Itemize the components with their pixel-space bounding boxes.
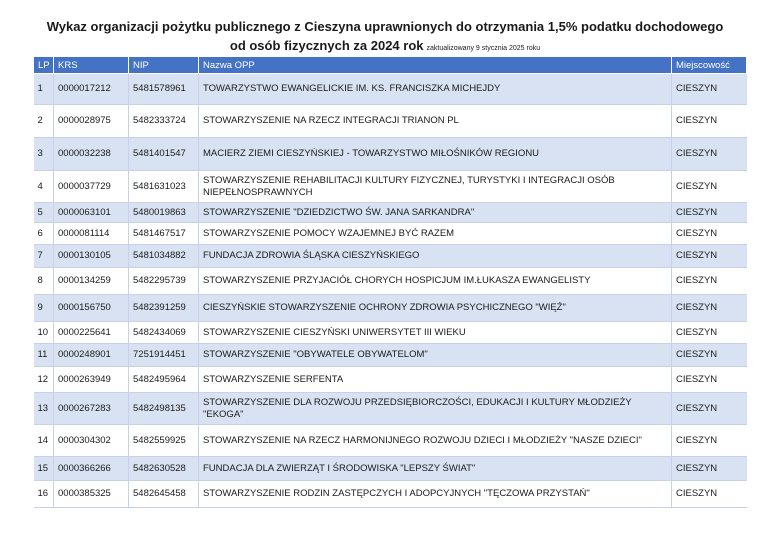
- cell-lp: 14: [34, 425, 54, 457]
- cell-name: STOWARZYSZENIE NA RZECZ INTEGRACJI TRIANON PL: [199, 105, 672, 138]
- cell-lp: 8: [34, 268, 54, 295]
- cell-nip: 5482391259: [129, 295, 199, 322]
- cell-city: CIESZYN: [672, 344, 747, 367]
- cell-krs: 0000385325: [54, 481, 129, 508]
- table-row: [34, 268, 747, 295]
- updated-note: zaktualizowany 9 stycznia 2025 roku: [426, 45, 541, 52]
- cell-nip: 5482630528: [129, 457, 199, 481]
- cell-nip: 5482495964: [129, 367, 199, 393]
- cell-name: STOWARZYSZENIE "DZIEDZICTWO ŚW. JANA SARKANDRA": [199, 203, 672, 223]
- header-lp: LP: [34, 57, 54, 74]
- table-row: [34, 481, 747, 508]
- cell-krs: 0000267283: [54, 393, 129, 425]
- cell-nip: 5481578961: [129, 74, 199, 105]
- table-row: [34, 138, 747, 171]
- title-line-1: Wykaz organizacji pożytku publicznego z Cieszyna uprawnionych do otrzymania 1,5% podatku dochodowego: [46, 19, 724, 34]
- header-krs: KRS: [54, 57, 129, 74]
- table-row: [34, 425, 747, 457]
- cell-city: CIESZYN: [672, 203, 747, 223]
- cell-lp: 7: [34, 245, 54, 268]
- cell-lp: 1: [34, 74, 54, 105]
- cell-nip: 5482559925: [129, 425, 199, 457]
- cell-city: CIESZYN: [672, 138, 747, 171]
- cell-krs: 0000225641: [54, 322, 129, 344]
- cell-city: CIESZYN: [672, 457, 747, 481]
- cell-krs: 0000248901: [54, 344, 129, 367]
- cell-krs: 0000134259: [54, 268, 129, 295]
- table-header-row: [34, 57, 747, 74]
- cell-city: CIESZYN: [672, 322, 747, 344]
- cell-krs: 0000366266: [54, 457, 129, 481]
- cell-nip: 7251914451: [129, 344, 199, 367]
- cell-name: STOWARZYSZENIE "OBYWATELE OBYWATELOM": [199, 344, 672, 367]
- table-row: [34, 203, 747, 223]
- cell-name: TOWARZYSTWO EWANGELICKIE IM. KS. FRANCISZKA MICHEJDY: [199, 74, 672, 105]
- title-line-2: od osób fizycznych za 2024 rok: [229, 38, 424, 53]
- cell-nip: 5482333724: [129, 105, 199, 138]
- cell-lp: 12: [34, 367, 54, 393]
- cell-nip: 5480019863: [129, 203, 199, 223]
- cell-nip: 5481467517: [129, 223, 199, 245]
- cell-lp: 16: [34, 481, 54, 508]
- cell-name: STOWARZYSZENIE DLA ROZWOJU PRZEDSIĘBIORCZOŚCI, EDUKACJI I KULTURY MŁODZIEŻY "EKOGA": [199, 393, 672, 425]
- table-row: [34, 74, 747, 105]
- opp-table: [33, 56, 747, 508]
- cell-city: CIESZYN: [672, 223, 747, 245]
- cell-name: STOWARZYSZENIE RODZIN ZASTĘPCZYCH I ADOPCYJNYCH "TĘCZOWA PRZYSTAŃ": [199, 481, 672, 508]
- table-row: [34, 295, 747, 322]
- cell-city: CIESZYN: [672, 481, 747, 508]
- table-row: [34, 171, 747, 203]
- cell-name: STOWARZYSZENIE POMOCY WZAJEMNEJ BYĆ RAZEM: [199, 223, 672, 245]
- cell-city: CIESZYN: [672, 367, 747, 393]
- cell-lp: 10: [34, 322, 54, 344]
- cell-krs: 0000263949: [54, 367, 129, 393]
- cell-city: CIESZYN: [672, 171, 747, 203]
- cell-lp: 15: [34, 457, 54, 481]
- cell-krs: 0000063101: [54, 203, 129, 223]
- cell-lp: 3: [34, 138, 54, 171]
- cell-city: CIESZYN: [672, 295, 747, 322]
- table-row: [34, 245, 747, 268]
- cell-lp: 11: [34, 344, 54, 367]
- cell-name: CIESZYŃSKIE STOWARZYSZENIE OCHRONY ZDROWIA PSYCHICZNEGO "WIĘŹ": [199, 295, 672, 322]
- cell-city: CIESZYN: [672, 105, 747, 138]
- table-row: [34, 367, 747, 393]
- header-nip: NIP: [129, 57, 199, 74]
- cell-name: STOWARZYSZENIE NA RZECZ HARMONIJNEGO ROZWOJU DZIECI I MŁODZIEŻY "NASZE DZIECI": [199, 425, 672, 457]
- cell-name: MACIERZ ZIEMI CIESZYŃSKIEJ - TOWARZYSTWO MIŁOŚNIKÓW REGIONU: [199, 138, 672, 171]
- cell-krs: 0000032238: [54, 138, 129, 171]
- cell-name: STOWARZYSZENIE CIESZYŃSKI UNIWERSYTET III WIEKU: [199, 322, 672, 344]
- document-title: [0, 17, 770, 58]
- cell-name: STOWARZYSZENIE REHABILITACJI KULTURY FIZYCZNEJ, TURYSTYKI I INTEGRACJI OSÓB NIEPEŁNOSPRAWNYCH: [199, 171, 672, 203]
- cell-nip: 5482295739: [129, 268, 199, 295]
- cell-name: STOWARZYSZENIE PRZYJACIÓŁ CHORYCH HOSPICJUM IM.ŁUKASZA EWANGELISTY: [199, 268, 672, 295]
- cell-city: CIESZYN: [672, 425, 747, 457]
- table-row: [34, 344, 747, 367]
- cell-nip: 5482498135: [129, 393, 199, 425]
- cell-lp: 2: [34, 105, 54, 138]
- cell-krs: 0000017212: [54, 74, 129, 105]
- cell-name: FUNDACJA ZDROWIA ŚLĄSKA CIESZYŃSKIEGO: [199, 245, 672, 268]
- cell-krs: 0000037729: [54, 171, 129, 203]
- cell-city: CIESZYN: [672, 74, 747, 105]
- header-name: Nazwa OPP: [199, 57, 672, 74]
- table-row: [34, 457, 747, 481]
- table-row: [34, 322, 747, 344]
- cell-nip: 5481034882: [129, 245, 199, 268]
- table-row: [34, 223, 747, 245]
- title-line-2-wrapper: [230, 36, 540, 58]
- table-row: [34, 393, 747, 425]
- cell-lp: 9: [34, 295, 54, 322]
- cell-krs: 0000130105: [54, 245, 129, 268]
- header-city: Miejscowość: [672, 57, 747, 74]
- cell-name: FUNDACJA DLA ZWIERZĄT I ŚRODOWISKA "LEPSZY ŚWIAT": [199, 457, 672, 481]
- cell-city: CIESZYN: [672, 268, 747, 295]
- table-row: [34, 105, 747, 138]
- cell-krs: 0000081114: [54, 223, 129, 245]
- cell-lp: 6: [34, 223, 54, 245]
- cell-nip: 5482645458: [129, 481, 199, 508]
- cell-name: STOWARZYSZENIE SERFENTA: [199, 367, 672, 393]
- cell-krs: 0000156750: [54, 295, 129, 322]
- cell-krs: 0000028975: [54, 105, 129, 138]
- cell-nip: 5481401547: [129, 138, 199, 171]
- cell-lp: 13: [34, 393, 54, 425]
- cell-city: CIESZYN: [672, 393, 747, 425]
- cell-lp: 4: [34, 171, 54, 203]
- cell-nip: 5481631023: [129, 171, 199, 203]
- cell-city: CIESZYN: [672, 245, 747, 268]
- cell-nip: 5482434069: [129, 322, 199, 344]
- cell-krs: 0000304302: [54, 425, 129, 457]
- cell-lp: 5: [34, 203, 54, 223]
